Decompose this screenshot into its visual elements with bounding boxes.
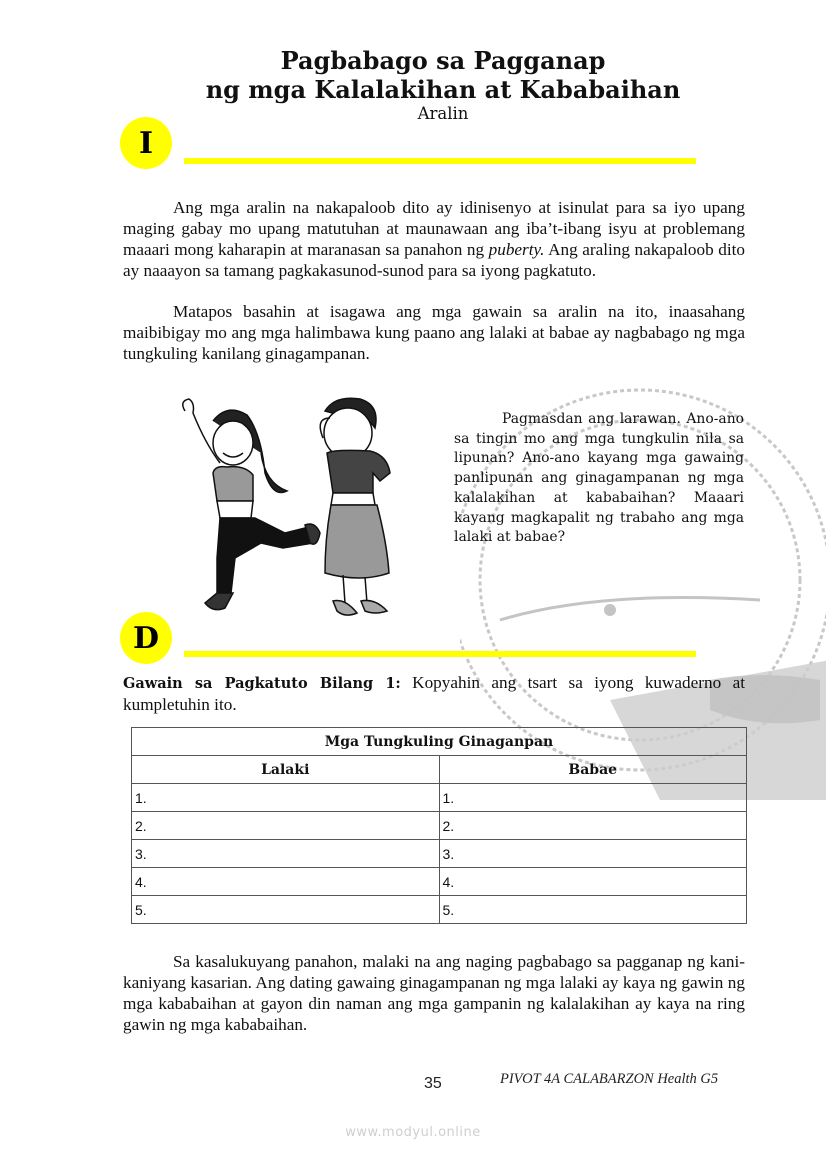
intro-paragraph — [123, 197, 745, 281]
objective-paragraph — [123, 301, 745, 364]
table-cell: 5. — [439, 896, 747, 924]
activity-instruction-text: Kopyahin ang tsart sa iyong kuwaderno at kumpletuhin ito. — [123, 673, 745, 714]
activity-label: Gawain sa Pagkatuto Bilang 1: — [123, 675, 401, 692]
roles-table — [131, 727, 747, 924]
page-title-line2: ng mga Kalalakihan at Kababaihan — [205, 75, 681, 104]
puberty-term: puberty. — [488, 240, 545, 259]
table-cell: 1. — [132, 784, 440, 812]
table-cell: 1. — [439, 784, 747, 812]
objective-text: Matapos basahin at isagawa ang mga gawain sa aralin na ito, inaasahang maibibigay mo ang mga halimbawa kung paano ang lalaki at babae ay nagbabago ng mga tungkuling kanilang ginagampanan. — [123, 302, 745, 363]
reflection-question-text: Pagmasdan ang larawan. Ano-ano sa tingin mo ang mga tungkulin nila sa lipunan? Ano-ano kayang mga gawaing panlipunan ang ginagampanan ng mga kalalakihan at kababaihan? Maaari kayang magkapalit ng trabaho ang mga lalaki at babae? — [454, 411, 744, 546]
section-i-badge: I — [120, 117, 172, 169]
table-row — [132, 840, 747, 868]
closing-text: Sa kasalukuyang panahon, malaki na ang naging pagbabago sa pagganap ng kani-kaniyang kasarian. Ang dating gawaing ginagampanan ng mga lalaki ay kaya ng gawin ng mga kababaihan at gayon din naman ang mga gampanin ng kalalakihan ay kaya na ring gawin ng mga kababaihan. — [123, 952, 745, 1034]
table-cell: 4. — [132, 868, 440, 896]
section-d-badge: D — [120, 612, 172, 664]
table-row — [132, 896, 747, 924]
site-watermark: www.modyul.online — [345, 1125, 481, 1140]
reflection-question — [454, 410, 744, 548]
intro-text: Ang mga aralin na nakapaloob dito ay idinisenyo at isinulat para sa iyo upang maging gabay mo upang matutuhan at maunawaan ang iba’t-ibang isyu at problemang maaari mong kaharapin at maranasan sa panahon ng — [123, 198, 745, 259]
section-d-rule — [184, 651, 696, 657]
table-cell: 2. — [439, 812, 747, 840]
table-cell: 3. — [439, 840, 747, 868]
intro-text-end: Ang araling nakapaloob dito ay naaayon sa tamang pagkakasunod-sunod para sa iyong pagkatuto. — [123, 240, 745, 280]
section-i-rule — [184, 158, 696, 164]
table-row — [132, 868, 747, 896]
children-illustration — [165, 393, 435, 628]
table-row — [132, 812, 747, 840]
footer-source: PIVOT 4A CALABARZON Health G5 — [500, 1071, 719, 1087]
page-subtitle: Aralin — [417, 104, 469, 123]
closing-paragraph — [123, 951, 745, 1035]
table-cell: 2. — [132, 812, 440, 840]
table-cell: 4. — [439, 868, 747, 896]
table-title: Mga Tungkuling Ginaganpan — [132, 728, 747, 756]
column-header-babae: Babae — [439, 756, 747, 784]
column-header-lalaki: Lalaki — [132, 756, 440, 784]
table-cell: 3. — [132, 840, 440, 868]
table-cell: 5. — [132, 896, 440, 924]
page-number: 35 — [424, 1075, 442, 1092]
activity-instruction — [123, 672, 745, 715]
page-title-line1: Pagbabago sa Pagganap — [280, 46, 606, 75]
table-row — [132, 784, 747, 812]
